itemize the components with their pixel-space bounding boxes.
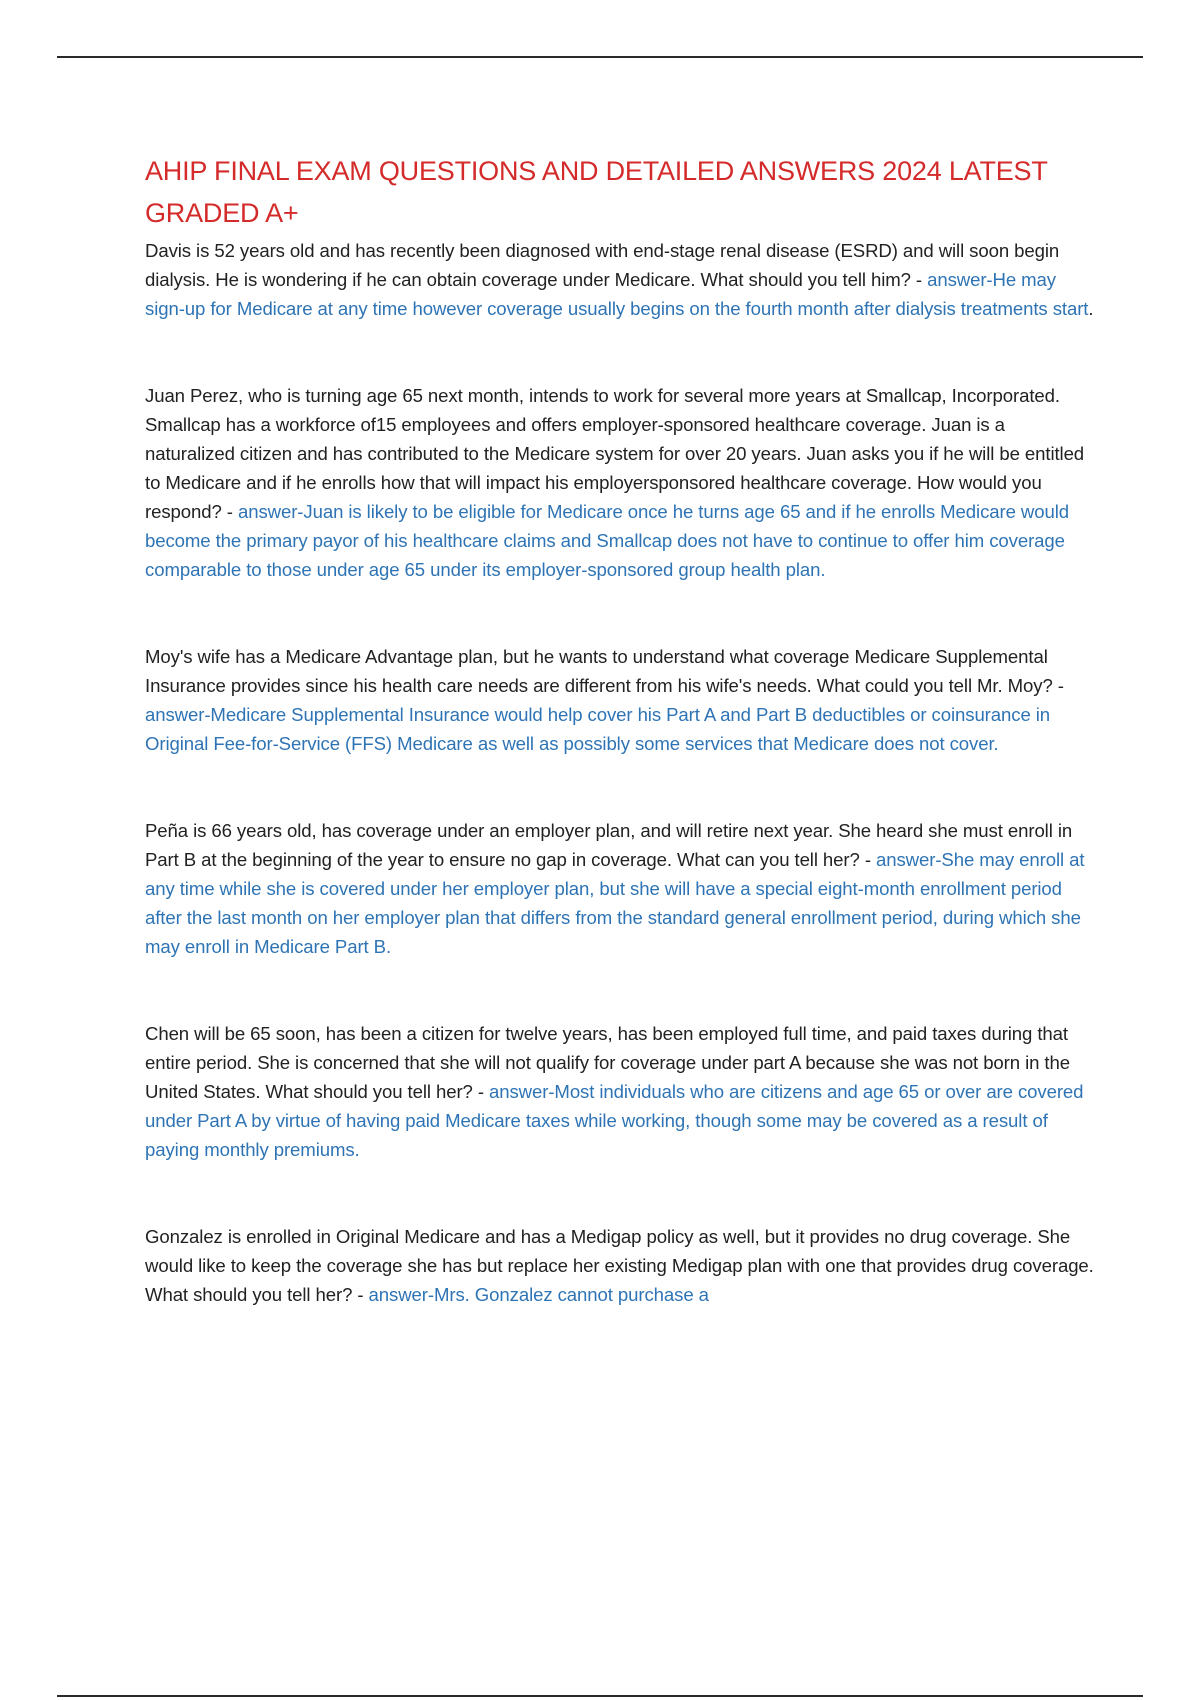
question-text: Peña is 66 years old, has coverage under an employer plan, and will retire next year. She heard she must enroll in Part B at the beginning of the year to ensure no gap in coverage. What can you tell her? - [145, 820, 1073, 870]
document-body [145, 150, 1095, 1309]
question-text: Moy's wife has a Medicare Advantage plan, but he wants to understand what coverage Medicare Supplemental Insurance provides since his health care needs are different from his wife's needs. What could you tell Mr. Moy? - [145, 646, 1064, 696]
bottom-divider [57, 1695, 1143, 1697]
qa-item [145, 236, 1095, 323]
question-text: Chen will be 65 soon, has been a citizen for twelve years, has been employed full time, and paid taxes during that entire period. She is concerned that she will not qualify for coverage under part A because she was not born in the United States. What should you tell her? - [145, 1023, 1070, 1102]
top-divider [57, 56, 1143, 58]
answer-text: answer-She may enroll at any time while she is covered under her employer plan, but she will have a special eight-month enrollment period after the last month on her employer plan that differs from the standard general enrollment period, during which she may enroll in Medicare Part B. [145, 849, 1085, 957]
trailing-text: . [1088, 298, 1094, 319]
qa-item [145, 642, 1095, 758]
qa-item [145, 381, 1095, 584]
answer-text: answer-Juan is likely to be eligible for Medicare once he turns age 65 and if he enrolls Medicare would become the primary payor of his healthcare claims and Smallcap does not have to continue to offer him coverage comparable to those under age 65 under its employer-sponsored group health plan. [145, 501, 1069, 580]
qa-item [145, 816, 1095, 961]
answer-text: answer-Medicare Supplemental Insurance would help cover his Part A and Part B deductibles or coinsurance in Original Fee-for-Service (FFS) Medicare as well as possibly some services that Medicare does not cover. [145, 704, 1051, 754]
question-text: Juan Perez, who is turning age 65 next month, intends to work for several more years at Smallcap, Incorporated. Smallcap has a workforce of15 employees and offers employer-sponsored healthcare coverage. Juan is a naturalized citizen and has contributed to the Medicare system for over 20 years. Juan asks you if he will be entitled to Medicare and if he enrolls how that will impact his employersponsored healthcare coverage. How would you respond? - [145, 385, 1085, 522]
question-text: Gonzalez is enrolled in Original Medicare and has a Medigap policy as well, but it provides no drug coverage. She would like to keep the coverage she has but replace her existing Medigap plan with one that provides drug coverage. What should you tell her? - [145, 1226, 1094, 1305]
document-title: AHIP FINAL EXAM QUESTIONS AND DETAILED ANSWERS 2024 LATEST GRADED A+ [145, 156, 1048, 228]
answer-text: answer-Mrs. Gonzalez cannot purchase a [368, 1284, 709, 1305]
qa-item [145, 1019, 1095, 1164]
answer-text: answer-Most individuals who are citizens and age 65 or over are covered under Part A by virtue of having paid Medicare taxes while working, though some may be covered as a result of paying monthly premiums. [145, 1081, 1084, 1160]
question-text: Davis is 52 years old and has recently been diagnosed with end-stage renal disease (ESRD) and will soon begin dialysis. He is wondering if he can obtain coverage under Medicare. What should you tell him? - [145, 240, 1060, 290]
answer-text: answer-He may sign-up for Medicare at any time however coverage usually begins on the fourth month after dialysis treatments start [145, 269, 1089, 319]
qa-item [145, 1222, 1095, 1309]
